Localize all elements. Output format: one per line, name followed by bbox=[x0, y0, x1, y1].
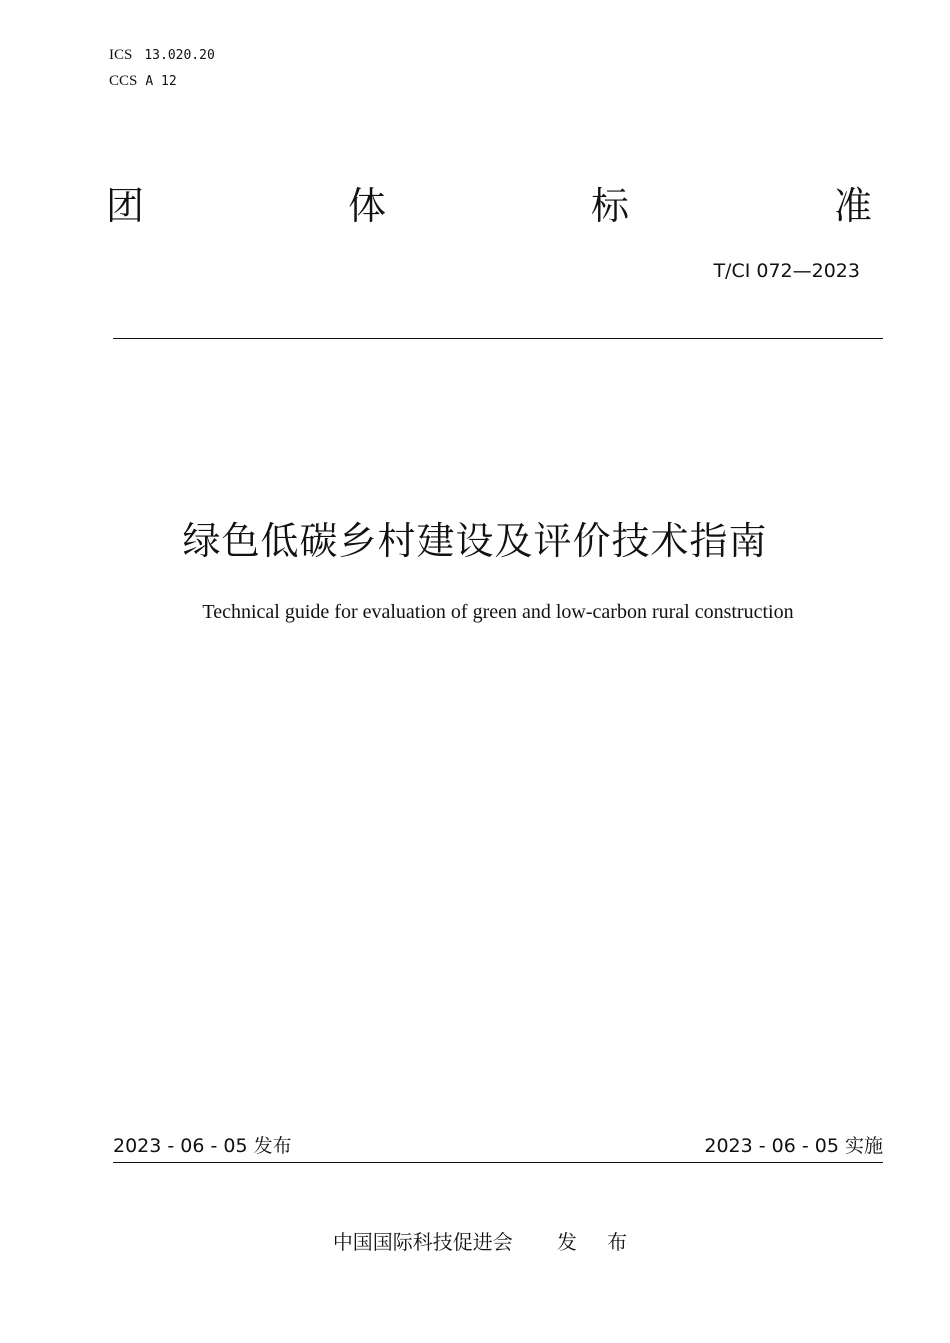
standard-type-char: 团 bbox=[106, 184, 145, 228]
standard-type-char: 准 bbox=[834, 184, 873, 228]
issue-date: 2023 - 06 - 05 发布 bbox=[113, 1135, 292, 1157]
publisher bbox=[0, 1229, 950, 1255]
publisher-action: 发 布 bbox=[556, 1230, 640, 1254]
ics-label: ICS bbox=[109, 47, 133, 63]
footer-divider bbox=[113, 1162, 883, 1163]
ccs-label: CCS bbox=[109, 73, 138, 89]
title-chinese: 绿色低碳乡村建设及评价技术指南 bbox=[182, 519, 768, 563]
header-divider bbox=[113, 338, 883, 339]
ccs-classification bbox=[109, 72, 177, 91]
ccs-code: A 12 bbox=[145, 74, 177, 89]
publisher-name: 中国国际科技促进会 bbox=[332, 1230, 513, 1254]
standard-type-char: 标 bbox=[591, 184, 630, 228]
implementation-date: 2023 - 06 - 05 实施 bbox=[704, 1135, 883, 1157]
standard-number: T/CI 072—2023 bbox=[713, 260, 860, 282]
title-english: Technical guide for evaluation of green and low-carbon rural construction bbox=[202, 601, 794, 623]
ics-classification bbox=[109, 46, 215, 65]
ics-code: 13.020.20 bbox=[144, 48, 215, 63]
standard-type-char: 体 bbox=[348, 184, 387, 228]
